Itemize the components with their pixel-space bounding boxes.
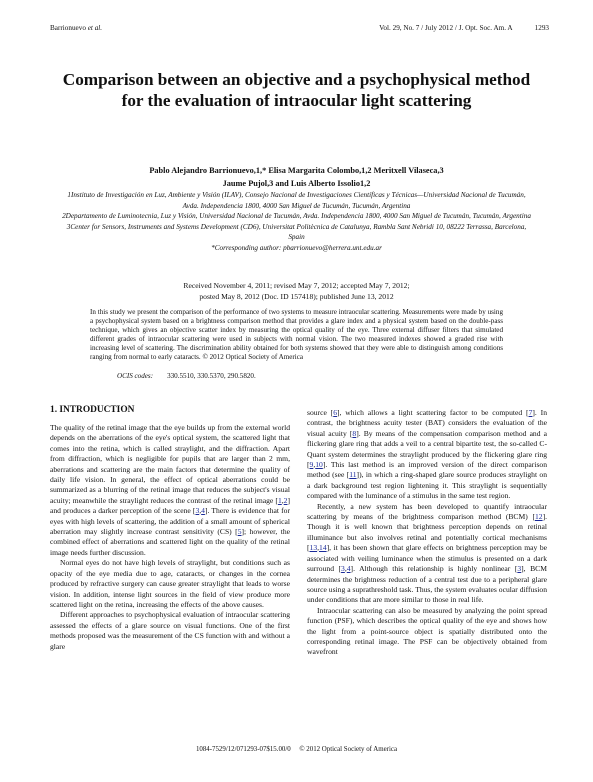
column-left — [50, 405, 290, 652]
reference-link[interactable]: 9 — [309, 460, 314, 470]
body-paragraph: Recently, a new system has been developed to quantify intraocular scattering by means of the brightness comparison method (BCM) [12]. Though it is well known that brightness perception depends on retinal illuminance but also involves retinal and potentially cortical mechanisms [13,14], it has been shown that glare effects on brightness perception may be associated with veiling luminance when the stimulus is presented on a dark surround [3,4]. Although this relationship is highly nonlinear [3], BCM determines the brightness reduction of a central test due to a peripheral glare source using a suprathreshold task. Thus, the system evaluates ocular diffusion under conditions that are more similar to those in real life. — [307, 501, 547, 605]
reference-link[interactable]: 4 — [201, 506, 205, 516]
ocis-label: OCIS codes: — [117, 372, 154, 380]
author-line-2: Jaume Pujol,3 and Luis Alberto Issolio1,2 — [222, 178, 371, 188]
reference-link[interactable]: 14 — [319, 543, 327, 553]
copyright: © 2012 Optical Society of America — [299, 746, 398, 753]
reference-link[interactable]: 4 — [346, 564, 351, 574]
received-dates: Received November 4, 2011; revised May 7, 2012; accepted May 7, 2012; posted May 8, 2012 (Doc. ID 157418); published June 13, 2012 — [183, 281, 410, 301]
right-column-body — [307, 408, 547, 658]
running-head-journal: Vol. 29, No. 7 / July 2012 / J. Opt. Soc. Am. A 1293 — [379, 24, 549, 32]
reference-link[interactable]: 1 — [277, 495, 282, 505]
section-heading: 1. INTRODUCTION — [50, 405, 135, 415]
page-footer — [0, 746, 593, 753]
reference-link[interactable]: 5 — [237, 527, 242, 537]
affiliation-3: 3Center for Sensors, Instruments and Systems Development (CD6), Universitat Politècnica de Catalunya, Rambla Sant Nebridi 10, 08222 Terrassa, Barcelona, Spain — [66, 222, 527, 242]
reference-link[interactable]: 8 — [352, 428, 357, 438]
running-head-authors: Barrionuevo et al. — [50, 24, 103, 32]
corresponding-author: *Corresponding author: pbarrionuevo@herrera.unt.edu.ar — [211, 243, 382, 252]
reference-link[interactable]: 3 — [341, 564, 345, 574]
reference-link[interactable]: 13 — [309, 543, 318, 553]
author-list — [50, 165, 543, 190]
page-number: 1293 — [534, 24, 549, 32]
body-paragraph: Intraocular scattering can also be measured by analyzing the point spread function (PSF), which describes the optical quality of the eye and shows how the light from a point-source object is spatially distributed onto the corresponding retinal image. The PSF can be objectively obtained from wavefront — [307, 605, 547, 657]
left-column-body — [50, 423, 290, 652]
reference-link[interactable]: 12 — [534, 512, 543, 522]
body-paragraph: Normal eyes do not have high levels of straylight, but conditions such as opacity of the eye media due to age, cataracts, or changes in the cornea produced by refractive surgery can cause greater straylight that leads to worse vision. In addition, intense light sources in the field of view produce more scattered light on the retina, increasing the effects of the above causes. — [50, 558, 290, 609]
affiliation-1: 1Instituto de Investigación en Luz, Ambiente y Visión (ILAV), Consejo Nacional de Investigaciones Científicas y Técnicas—Universidad Nacional de Tucumán, Avda. Independencia 1800, 4000 San Miguel de Tucumán, Tucumán, Argentina — [67, 191, 526, 210]
ocis-values: 330.5510, 330.5370, 290.5820. — [167, 372, 256, 380]
affiliations — [60, 190, 533, 254]
affiliation-2: 2Departamento de Luminotecnia, Luz y Visión, Universidad Nacional de Tucumán, Avda. Independencia 1800, 4000 San Miguel de Tucumán, Tucumán, Argentina — [62, 212, 531, 221]
article-code: 1084-7529/12/071293-07$15.00/0 — [195, 746, 291, 753]
body-paragraph: source [6], which allows a light scattering factor to be computed [7]. In contrast, the brightness acuity tester (BAT) considers the evaluation of the visual acuity [8]. By means of the compensation comparison method and a flickering glare ring that adds a veil to a central bipartite test, the so-called C-Quant system determines the straylight produced by the flickering glare ring [9,10]. This last method is an improved version of the direct comparison method (see [11]), in which a ring-shaped glare source produces straylight on a dark background test region lightening it. This straylight is sequentially compared with the luminance of a stimulus in the same test region. — [307, 408, 547, 501]
reference-link[interactable]: 6 — [333, 408, 338, 417]
body-paragraph: The quality of the retinal image that the eye builds up from the external world depends on the aberrations of the eye's optical system, the scattered light that comes into the retina, which is called straylight, and the diffraction. Apart from diffraction, which is negligible for pupils that are larger than 2 mm, aberrations and scattering are the main factors that determine the quality of daily life vision. In general, the effect of optical aberrations could be summarized as a blurring of the retinal image that reduces the subject's visual acuity; meanwhile the straylight reduces the contrast of the retinal image [1,2] and produces a darker perception of the scene [3,4]. There is evidence that for eyes with high levels of scattering, the addition of a small amount of spherical aberration may slightly increase contrast sensitivity (CS) [5]; however, the combined effect of aberrations and scattered light on the quality of the retinal image needs further discussion. — [50, 423, 291, 557]
reference-link[interactable]: 3 — [195, 506, 200, 516]
abstract: In this study we present the comparison of the performance of two systems to measure intraocular scattering. Measurements were made by using a psychophysical system based on a brightness comparison method that provides a glare index and a physical system based on the double-pass technique, which gives an objective scatter index by measuring the optical quality of the eye. Three external diffuser filters that simulated different grades of intraocular scattering were used in subjects with normal vision. The two measured indexes showed a graded rise with increasing level of scattering. The discrimination ability obtained for both systems showed that they were able to distinguish among conditions ranging from normal to early cataracts. © 2012 Optical Society of America — [90, 308, 503, 362]
author-line-1: Pablo Alejandro Barrionuevo,1,* Elisa Margarita Colombo,1,2 Meritxell Vilaseca,3 — [149, 166, 444, 175]
reference-link[interactable]: 7 — [528, 408, 533, 417]
reference-link[interactable]: 3 — [517, 564, 522, 574]
reference-link[interactable]: 10 — [315, 460, 323, 470]
ocis-codes — [117, 372, 256, 380]
reference-link[interactable]: 2 — [283, 495, 288, 505]
body-paragraph: Different approaches to psychophysical evaluation of intraocular scattering assessed the effects of a glare source on visual functions. One of the first methods proposed was the measurement of the CS function with and without a glare — [50, 610, 290, 651]
article-title: Comparison between an objective and a psychophysical method for the evaluation of intraocular light scattering — [62, 70, 531, 110]
running-head — [50, 24, 549, 34]
column-right — [307, 408, 547, 658]
reference-link[interactable]: 11 — [349, 470, 357, 480]
